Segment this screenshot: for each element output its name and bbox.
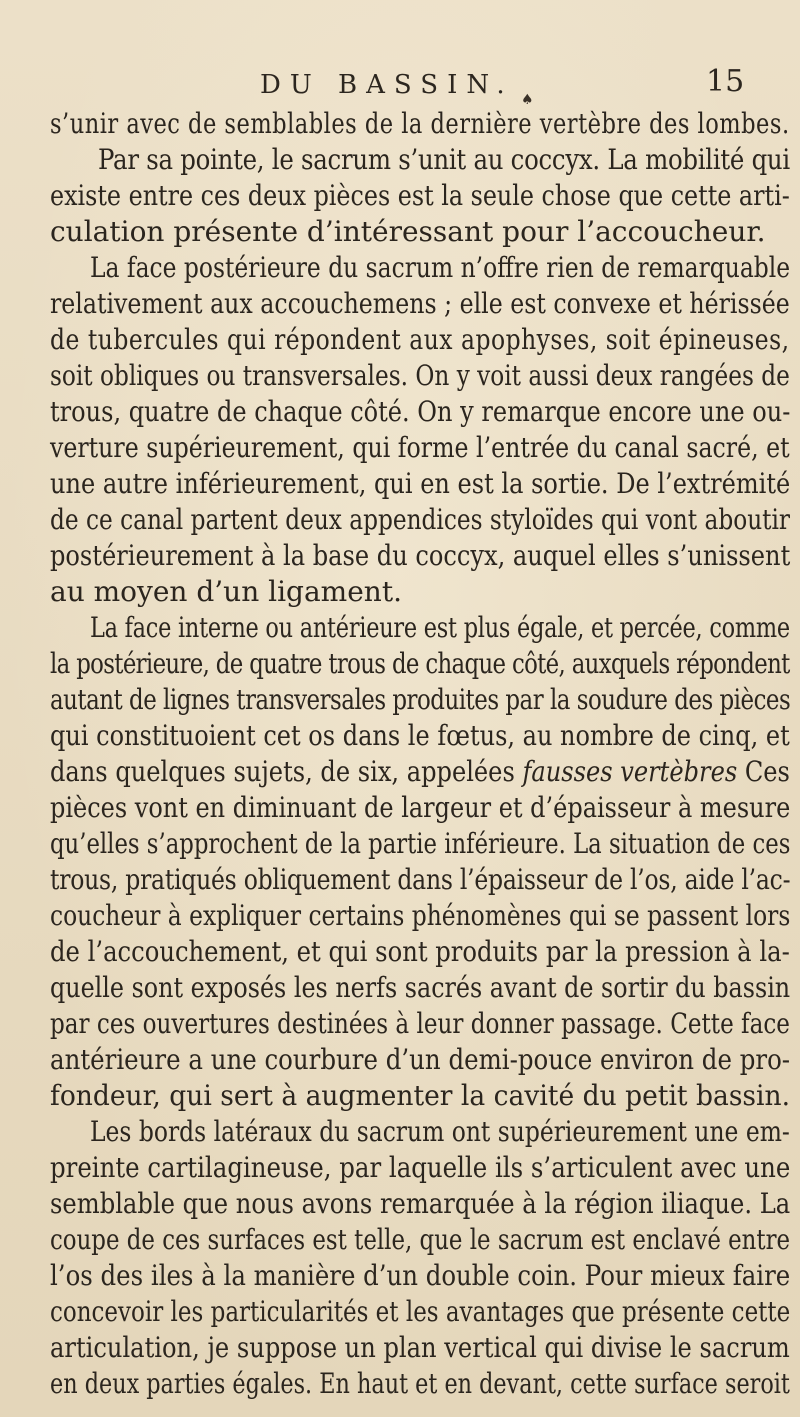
- text-line: culation présente d’intéressant pour l’accoucheur.: [50, 215, 766, 248]
- text-line: trous, quatre de chaque côté. On y remarque encore une ou-: [50, 395, 791, 428]
- text-line: fondeur, qui sert à augmenter la cavité du petit bassin.: [50, 1079, 791, 1112]
- text-line: [50, 752, 790, 792]
- text-line: Par sa pointe, le sacrum s’unit au coccyx. La mobilité qui: [98, 143, 790, 176]
- text-line: Les bords latéraux du sacrum ont supérieurement une em-: [90, 1115, 790, 1148]
- text-line: concevoir les particularités et les avantages que présente cette: [50, 1295, 791, 1328]
- text-segment: Ces: [744, 755, 790, 788]
- text-segment: dans quelques sujets, de six, appelées: [50, 755, 515, 788]
- ornament-icon: ♠: [521, 92, 534, 108]
- text-line: au moyen d’un ligament.: [50, 575, 402, 608]
- italic-term: fausses vertèbres: [522, 755, 738, 788]
- text-line: verture supérieurement, qui forme l’entrée du canal sacré, et: [50, 431, 790, 464]
- text-line: soit obliques ou transversales. On y voit aussi deux rangées de: [50, 359, 790, 392]
- text-line: pièces vont en diminuant de largeur et d’épaisseur à mesure: [50, 791, 791, 824]
- text-line: qu’elles s’approchent de la partie inférieure. La situation de ces: [50, 827, 791, 860]
- text-line: coupe de ces surfaces est telle, que le sacrum est enclavé entre: [50, 1223, 791, 1256]
- text-line: La face postérieure du sacrum n’offre rien de remarquable: [90, 251, 791, 284]
- running-title: DU BASSIN.: [260, 70, 514, 100]
- text-line: La face interne ou antérieure est plus égale, et percée, comme: [90, 611, 790, 644]
- text-line: par ces ouvertures destinées à leur donner passage. Cette face: [50, 1007, 790, 1040]
- text-line: trous, pratiqués obliquement dans l’épaisseur de l’os, aide l’ac-: [50, 863, 791, 896]
- text-line: antérieure a une courbure d’un demi-pouce environ de pro-: [50, 1043, 791, 1076]
- text-line: la postérieure, de quatre trous de chaque côté, auxquels répondent: [50, 647, 790, 680]
- text-line: articulation, je suppose un plan vertical qui divise le sacrum: [50, 1331, 790, 1364]
- text-line: de tubercules qui répondent aux apophyses, soit épineuses,: [50, 323, 790, 356]
- text-line: en deux parties égales. En haut et en devant, cette surface seroit: [50, 1367, 790, 1400]
- text-line: qui constituoient cet os dans le fœtus, au nombre de cinq, et: [50, 719, 790, 752]
- text-line: postérieurement à la base du coccyx, auquel elles s’unissent: [50, 539, 791, 572]
- text-line: l’os des iles à la manière d’un double coin. Pour mieux faire: [50, 1259, 791, 1292]
- text-line: semblable que nous avons remarquée à la région iliaque. La: [50, 1187, 791, 1220]
- text-line: une autre inférieurement, qui en est la sortie. De l’extrémité: [50, 467, 791, 500]
- text-line: preinte cartilagineuse, par laquelle ils s’articulent avec une: [50, 1151, 791, 1184]
- text-line: s’unir avec de semblables de la dernière vertèbre des lombes.: [50, 107, 790, 140]
- text-line: de ce canal partent deux appendices styloïdes qui vont aboutir: [50, 503, 791, 536]
- text-line: quelle sont exposés les nerfs sacrés avant de sortir du bassin: [50, 971, 791, 1004]
- text-line: coucheur à expliquer certains phénomènes qui se passent lors: [50, 899, 791, 932]
- text-line: existe entre ces deux pièces est la seule chose que cette arti-: [50, 179, 790, 212]
- text-line: de l’accouchement, et qui sont produits par la pression à la-: [50, 935, 790, 968]
- text-line: autant de lignes transversales produites par la soudure des pièces: [50, 683, 791, 716]
- text-line: relativement aux accouchemens ; elle est convexe et hérissée: [50, 287, 790, 320]
- page-number: 15: [706, 64, 745, 99]
